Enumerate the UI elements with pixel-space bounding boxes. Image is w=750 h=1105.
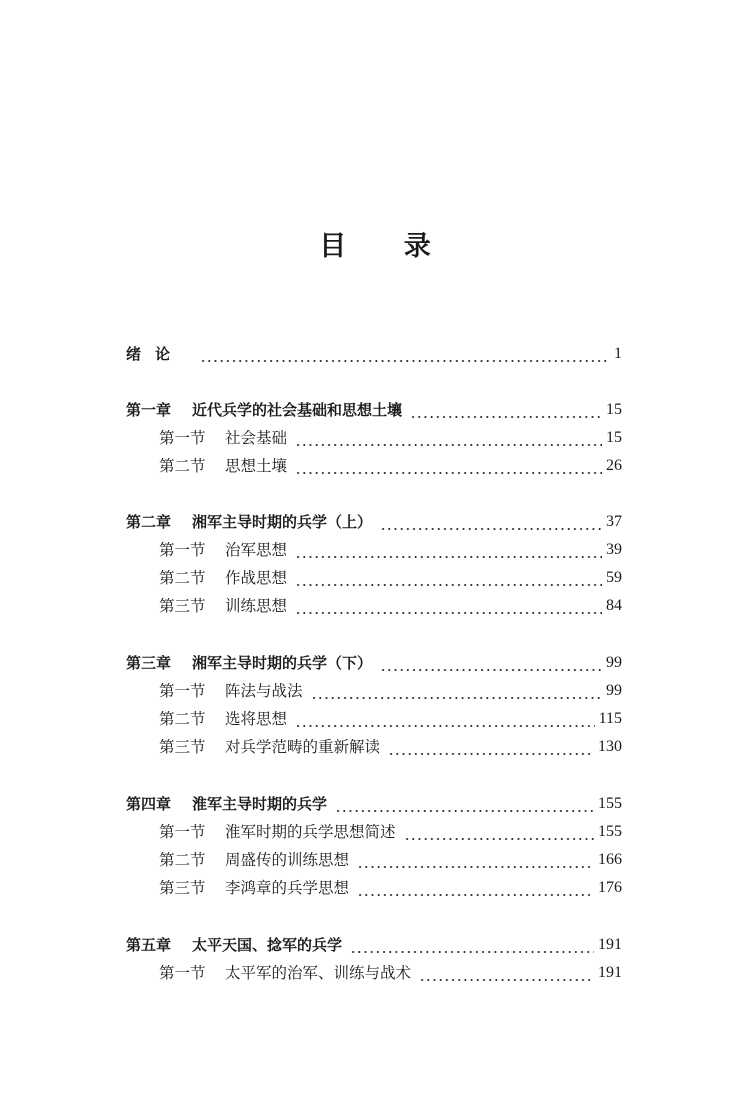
page-number: 15 — [606, 429, 622, 446]
dot-leader — [295, 455, 602, 477]
dot-leader — [357, 877, 594, 899]
entry-label: 第一节 — [159, 823, 206, 841]
toc-section-entry[interactable] — [159, 427, 622, 449]
toc-section-entry[interactable] — [159, 455, 622, 477]
page-number: 84 — [606, 597, 622, 614]
dot-leader — [295, 595, 602, 617]
entry-label: 第一节 — [159, 541, 206, 559]
toc-section-entry[interactable] — [159, 849, 622, 871]
dot-leader — [200, 343, 608, 365]
entry-title: 周盛传的训练思想 — [225, 851, 350, 869]
page-number: 59 — [606, 569, 622, 586]
entry-title: 思想土壤 — [225, 457, 288, 475]
page-number: 15 — [606, 401, 622, 418]
toc-section-entry[interactable] — [159, 877, 622, 899]
dot-leader — [380, 652, 602, 674]
entry-label: 第二章 — [126, 513, 172, 531]
entry-title: 训练思想 — [225, 597, 288, 615]
entry-label: 第二节 — [159, 710, 206, 728]
entry-label: 第五章 — [126, 936, 172, 954]
toc-section-entry[interactable] — [159, 539, 622, 561]
entry-label: 第一节 — [159, 682, 206, 700]
entry-title: 作战思想 — [225, 569, 288, 587]
toc-chapter-entry[interactable] — [126, 652, 622, 674]
dot-leader — [295, 708, 595, 730]
entry-title: 湘军主导时期的兵学（上） — [192, 513, 373, 531]
entry-title: 太平军的治军、训练与战术 — [225, 964, 412, 982]
toc-chapter-entry[interactable] — [126, 793, 622, 815]
entry-title: 阵法与战法 — [225, 682, 303, 700]
dot-leader — [404, 821, 594, 843]
page-number: 191 — [598, 936, 622, 953]
page-number: 115 — [598, 710, 622, 727]
dot-leader — [357, 849, 594, 871]
toc-section-entry[interactable] — [159, 567, 622, 589]
page-number: 155 — [598, 795, 622, 812]
dot-leader — [295, 427, 602, 449]
toc-chapter-entry[interactable] — [126, 511, 622, 533]
toc-section-entry[interactable] — [159, 680, 622, 702]
entry-label: 第一节 — [159, 429, 206, 447]
toc-section-entry[interactable] — [159, 595, 622, 617]
toc-intro-entry[interactable] — [126, 343, 622, 365]
dot-leader — [388, 736, 594, 758]
entry-label: 第一节 — [159, 964, 206, 982]
entry-label: 第三节 — [159, 879, 206, 897]
entry-title: 近代兵学的社会基础和思想土壤 — [192, 401, 403, 419]
entry-title: 淮军时期的兵学思想简述 — [225, 823, 396, 841]
toc-section-entry[interactable] — [159, 736, 622, 758]
entry-title: 太平天国、捻军的兵学 — [192, 936, 343, 954]
page-number: 166 — [598, 851, 622, 868]
entry-title: 选将思想 — [225, 710, 288, 728]
entry-title: 李鸿章的兵学思想 — [225, 879, 350, 897]
dot-leader — [380, 511, 602, 533]
page-number: 130 — [598, 738, 622, 755]
dot-leader — [295, 539, 602, 561]
entry-title: 社会基础 — [225, 429, 288, 447]
entry-label: 第二节 — [159, 569, 206, 587]
page-number: 26 — [606, 457, 622, 474]
entry-label: 第三节 — [159, 597, 206, 615]
page-number: 99 — [606, 682, 622, 699]
dot-leader — [295, 567, 602, 589]
page-number: 37 — [606, 513, 622, 530]
dot-leader — [419, 962, 594, 984]
entry-title: 治军思想 — [225, 541, 288, 559]
page-number: 1 — [614, 345, 622, 362]
entry-title: 湘军主导时期的兵学（下） — [192, 654, 373, 672]
entry-title: 对兵学范畴的重新解读 — [225, 738, 381, 756]
toc-section-entry[interactable] — [159, 708, 622, 730]
entry-label: 第一章 — [126, 401, 172, 419]
dot-leader — [350, 934, 594, 956]
page-number: 176 — [598, 879, 622, 896]
page-number: 39 — [606, 541, 622, 558]
entry-label: 绪论 — [126, 345, 185, 363]
entry-label: 第二节 — [159, 851, 206, 869]
page-number: 99 — [606, 654, 622, 671]
toc-chapter-entry[interactable] — [126, 934, 622, 956]
dot-leader — [335, 793, 594, 815]
entry-label: 第三章 — [126, 654, 172, 672]
entry-title: 淮军主导时期的兵学 — [192, 795, 328, 813]
toc-chapter-entry[interactable] — [126, 399, 622, 421]
entry-label: 第二节 — [159, 457, 206, 475]
entry-label: 第四章 — [126, 795, 172, 813]
toc-section-entry[interactable] — [159, 962, 622, 984]
page-title: 目 录 — [319, 231, 455, 262]
dot-leader — [311, 680, 602, 702]
dot-leader — [410, 399, 602, 421]
entry-label: 第三节 — [159, 738, 206, 756]
toc-section-entry[interactable] — [159, 821, 622, 843]
page-number: 191 — [598, 964, 622, 981]
page-number: 155 — [598, 823, 622, 840]
